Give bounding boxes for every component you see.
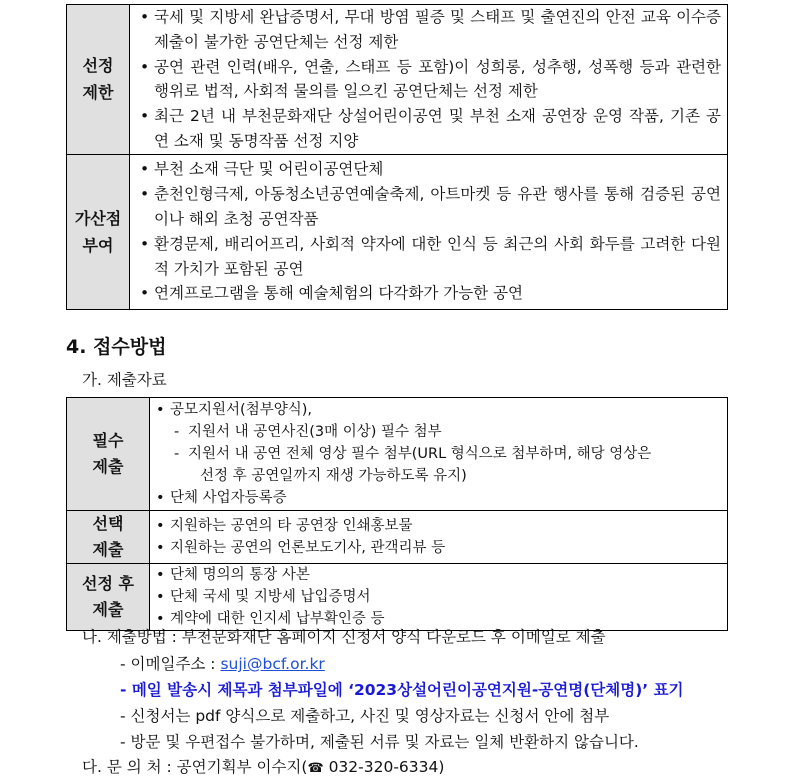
sub-heading-documents: 가. 제출자료 bbox=[82, 371, 167, 389]
row-content bbox=[150, 511, 728, 564]
row-content bbox=[150, 564, 728, 631]
row-label-text: 제출 bbox=[92, 540, 124, 559]
list-item: • 환경문제, 배리어프리, 사회적 약자에 대한 인식 등 최근의 사회 화두를 고려한 다원적 가치가 포함된 공연 bbox=[140, 232, 721, 282]
row-label-text: 부여 bbox=[82, 235, 114, 255]
list-item: • 국세 및 지방세 완납증명서, 무대 방염 필증 및 스태프 및 출연진의 안전 교육 이수증 제출이 불가한 공연단체는 선정 제한 bbox=[140, 5, 721, 55]
list-item: • 단체 명의의 통장 사본 bbox=[156, 564, 721, 586]
phone-icon: ☎ bbox=[307, 761, 324, 776]
row-label-text: 선정 후 bbox=[82, 574, 134, 593]
email-label: - 이메일주소 : bbox=[120, 655, 221, 673]
row-label-optional bbox=[67, 511, 150, 564]
list-item: • 단체 사업자등록증 bbox=[156, 487, 721, 509]
row-label-text: 제한 bbox=[82, 83, 114, 103]
email-link[interactable]: suji@bcf.or.kr bbox=[220, 655, 325, 673]
contact-phone: 032-320-6334) bbox=[323, 758, 445, 776]
row-content bbox=[130, 154, 728, 309]
row-content bbox=[150, 398, 728, 511]
sub-list-item: - 지원서 내 공연사진(3매 이상) 필수 첨부 bbox=[156, 421, 721, 443]
list-item: • 지원하는 공연의 타 공연장 인쇄홍보물 bbox=[156, 515, 721, 537]
row-label-required bbox=[67, 398, 150, 511]
row-label-text: 선택 bbox=[92, 514, 124, 533]
contact-label: 다. 문 의 처 : 공연기획부 이수지( bbox=[82, 758, 308, 776]
list-item: • 공연 관련 인력(배우, 연출, 스태프 등 포함)이 성희롱, 성추행, 성폭행 등과 관련한 행위로 법적, 사회적 물의를 일으킨 공연단체는 선정 제한 bbox=[140, 55, 721, 105]
table-row bbox=[67, 564, 728, 631]
list-item: • 춘천인형극제, 아동청소년공연예술축제, 아트마켓 등 유관 행사를 통해 검증된 공연이나 해외 초청 공연작품 bbox=[140, 182, 721, 232]
row-label-selection-limit bbox=[67, 5, 130, 155]
row-label-text: 제출 bbox=[92, 457, 124, 476]
table-row bbox=[67, 5, 728, 155]
table-row bbox=[67, 154, 728, 309]
submission-method-line: 나. 제출방법 : 부천문화재단 홈페이지 신청서 양식 다운로드 후 이메일로 제출 bbox=[82, 628, 606, 646]
pdf-note: - 신청서는 pdf 양식으로 제출하고, 사진 및 영상자료는 신청서 안에 첨부 bbox=[120, 707, 610, 725]
contact-line bbox=[82, 755, 444, 777]
list-item: • 계약에 대한 인지세 납부확인증 등 bbox=[156, 608, 721, 630]
selection-criteria-table bbox=[66, 4, 728, 310]
email-line bbox=[120, 652, 325, 674]
visit-note: - 방문 및 우편접수 불가하며, 제출된 서류 및 자료는 일체 반환하지 않습니다. bbox=[120, 733, 639, 751]
section-title: 4. 접수방법 bbox=[66, 336, 167, 358]
list-item: • 부천 소재 극단 및 어린이공연단체 bbox=[140, 157, 721, 182]
table-row bbox=[67, 398, 728, 511]
row-label-text: 제출 bbox=[92, 600, 124, 619]
sub-list-item: - 지원서 내 공연 전체 영상 필수 첨부(URL 형식으로 첨부하며, 해당 영상은 bbox=[156, 443, 721, 465]
list-item: • 단체 국세 및 지방세 납입증명서 bbox=[156, 586, 721, 608]
list-item: • 공모지원서(첨부양식), bbox=[156, 399, 721, 421]
email-subject-notice: - 메일 발송시 제목과 첨부파일에 ‘2023상설어린이공연지원-공연명(단체명)’ 표기 bbox=[120, 681, 684, 699]
sub-list-item-continued: 선정 후 공연일까지 재생 가능하도록 유지) bbox=[200, 468, 467, 484]
submission-docs-table bbox=[66, 397, 728, 631]
row-label-text: 필수 bbox=[92, 431, 124, 450]
row-label-text: 선정 bbox=[82, 56, 114, 76]
list-item: • 최근 2년 내 부천문화재단 상설어린이공연 및 부천 소재 공연장 운영 작품, 기존 공연 소재 및 동명작품 선정 지양 bbox=[140, 104, 721, 154]
table-row bbox=[67, 511, 728, 564]
list-item: • 지원하는 공연의 언론보도기사, 관객리뷰 등 bbox=[156, 537, 721, 559]
row-content bbox=[130, 5, 728, 155]
row-label-text: 가산점 bbox=[74, 208, 122, 228]
row-label-bonus-points bbox=[67, 154, 130, 309]
list-item: • 연계프로그램을 통해 예술체험의 다각화가 가능한 공연 bbox=[140, 281, 721, 306]
row-label-after-selection bbox=[67, 564, 150, 631]
